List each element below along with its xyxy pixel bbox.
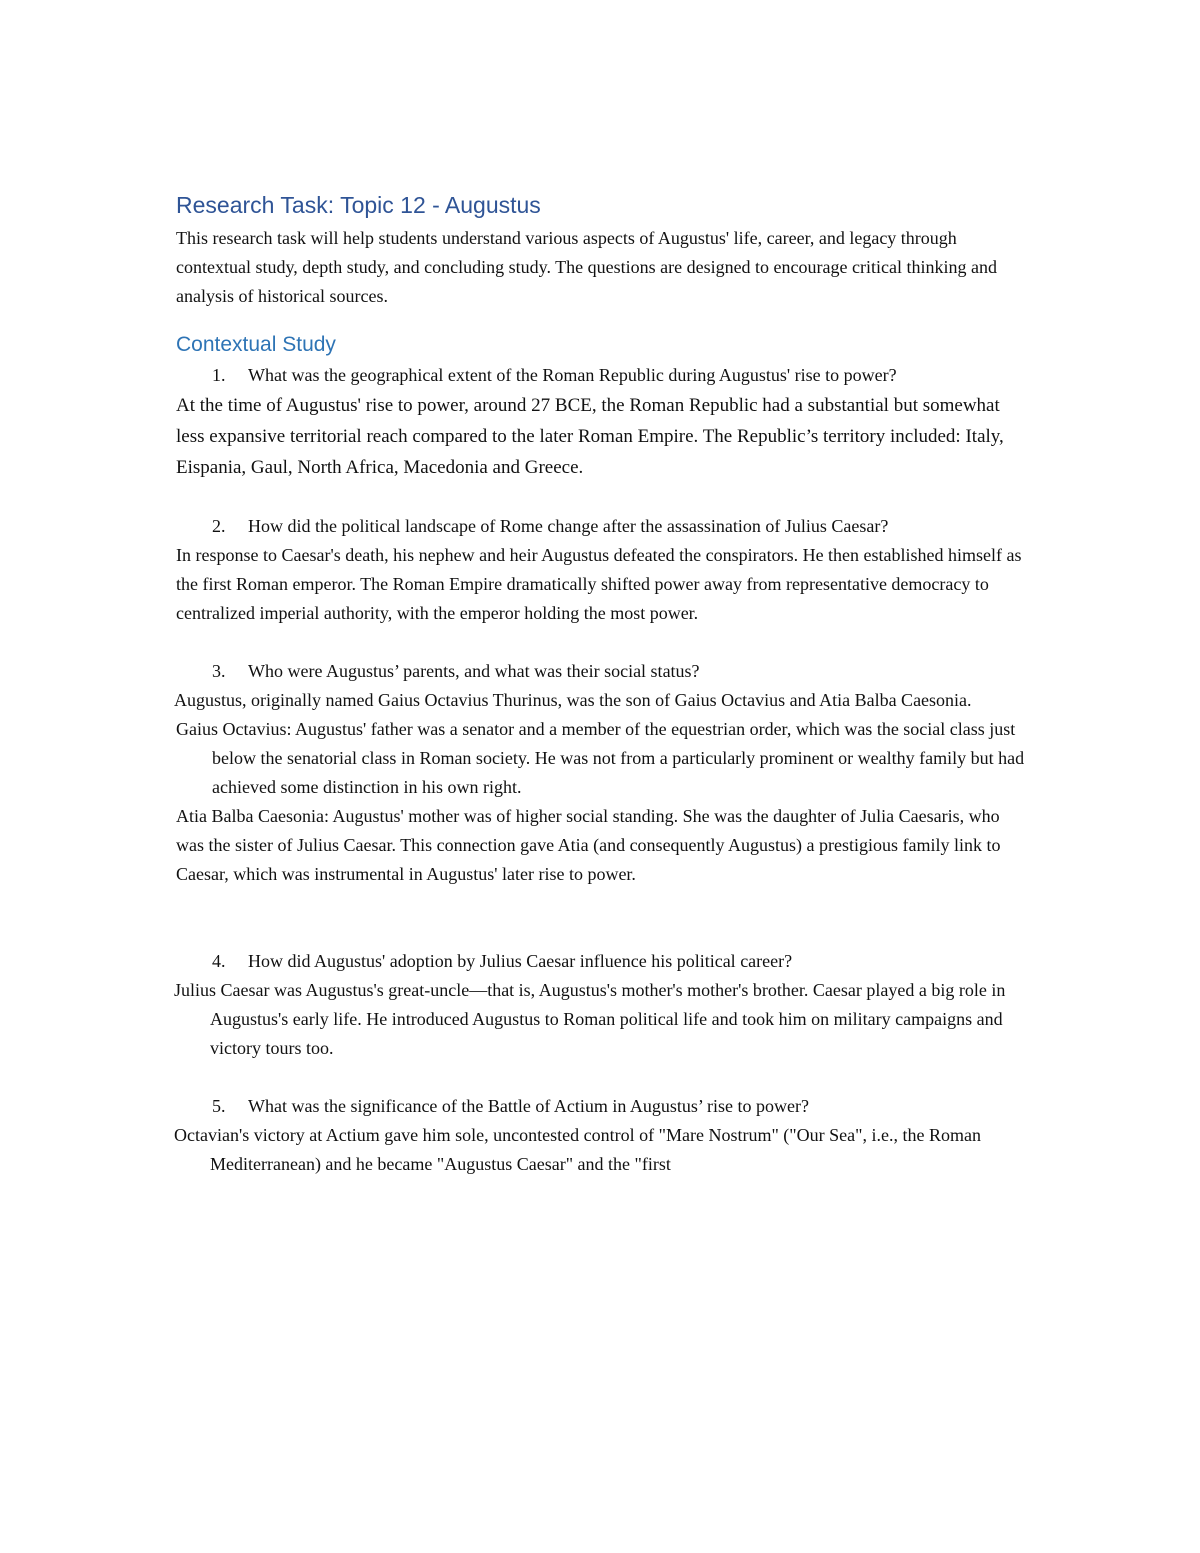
answer-2: In response to Caesar's death, his nephew and heir Augustus defeated the conspirators. He then established himself as the first Roman emperor. The Roman Empire dramatically shifted power away from representative democracy to centralized imperial authority, with the emperor holding the most power. bbox=[176, 545, 1022, 623]
question-5 bbox=[176, 1092, 1048, 1121]
question-number: 4. bbox=[212, 951, 226, 971]
question-2 bbox=[176, 512, 1008, 541]
answer-1: At the time of Augustus' rise to power, around 27 BCE, the Roman Republic had a substantial but somewhat less expansive territorial reach compared to the later Roman Empire. The Republic’s territory included: Italy, Eispania, Gaul, North Africa, Macedonia and Greece. bbox=[176, 395, 1004, 478]
answer-3-parents: Augustus, originally named Gaius Octavius Thurinus, was the son of Gaius Octavius and Atia Balba Caesonia. bbox=[174, 690, 972, 710]
answer-3-father: Gaius Octavius: Augustus' father was a senator and a member of the equestrian order, which was the social class just below the senatorial class in Roman society. He was not from a particularly prominent or wealthy family but had achieved some distinction in his own right. bbox=[176, 719, 1025, 797]
question-number: 5. bbox=[212, 1096, 226, 1116]
question-text: Who were Augustus’ parents, and what was their social status? bbox=[248, 661, 700, 681]
intro-paragraph: This research task will help students understand various aspects of Augustus' life, career, and legacy through contextual study, depth study, and concluding study. The questions are designed to encourage critical thinking and analysis of historical sources. bbox=[176, 228, 997, 306]
document-body bbox=[176, 190, 1036, 1179]
question-number: 3. bbox=[212, 661, 226, 681]
answer-3-mother: Atia Balba Caesonia: Augustus' mother was of higher social standing. She was the daughter of Julia Caesaris, who was the sister of Julius Caesar. This connection gave Atia (and consequently Augustus) a prestigious family link to Caesar, which was instrumental in Augustus' later rise to power. bbox=[176, 806, 1001, 884]
section-heading: Contextual Study bbox=[176, 333, 336, 356]
question-text: What was the geographical extent of the Roman Republic during Augustus' rise to power? bbox=[248, 365, 897, 385]
answer-5: Octavian's victory at Actium gave him sole, uncontested control of "Mare Nostrum" ("Our Sea", i.e., the Roman Mediterranean) and he became "Augustus Caesar" and the "first bbox=[174, 1125, 981, 1174]
question-3 bbox=[176, 657, 1008, 686]
question-text: What was the significance of the Battle of Actium in Augustus’ rise to power? bbox=[248, 1096, 810, 1116]
question-text: How did Augustus' adoption by Julius Caesar influence his political career? bbox=[248, 951, 793, 971]
document-title: Research Task: Topic 12 - Augustus bbox=[176, 192, 541, 218]
answer-4: Julius Caesar was Augustus's great-uncle—that is, Augustus's mother's mother's brother. Caesar played a big role in Augustus's early life. He introduced Augustus to Roman political life and took him on military campaigns and victory tours too. bbox=[174, 980, 1006, 1058]
question-number: 1. bbox=[212, 365, 226, 385]
question-1 bbox=[176, 361, 1008, 390]
question-4 bbox=[176, 947, 1008, 976]
question-number: 2. bbox=[212, 516, 226, 536]
question-text: How did the political landscape of Rome change after the assassination of Julius Caesar? bbox=[248, 516, 889, 536]
